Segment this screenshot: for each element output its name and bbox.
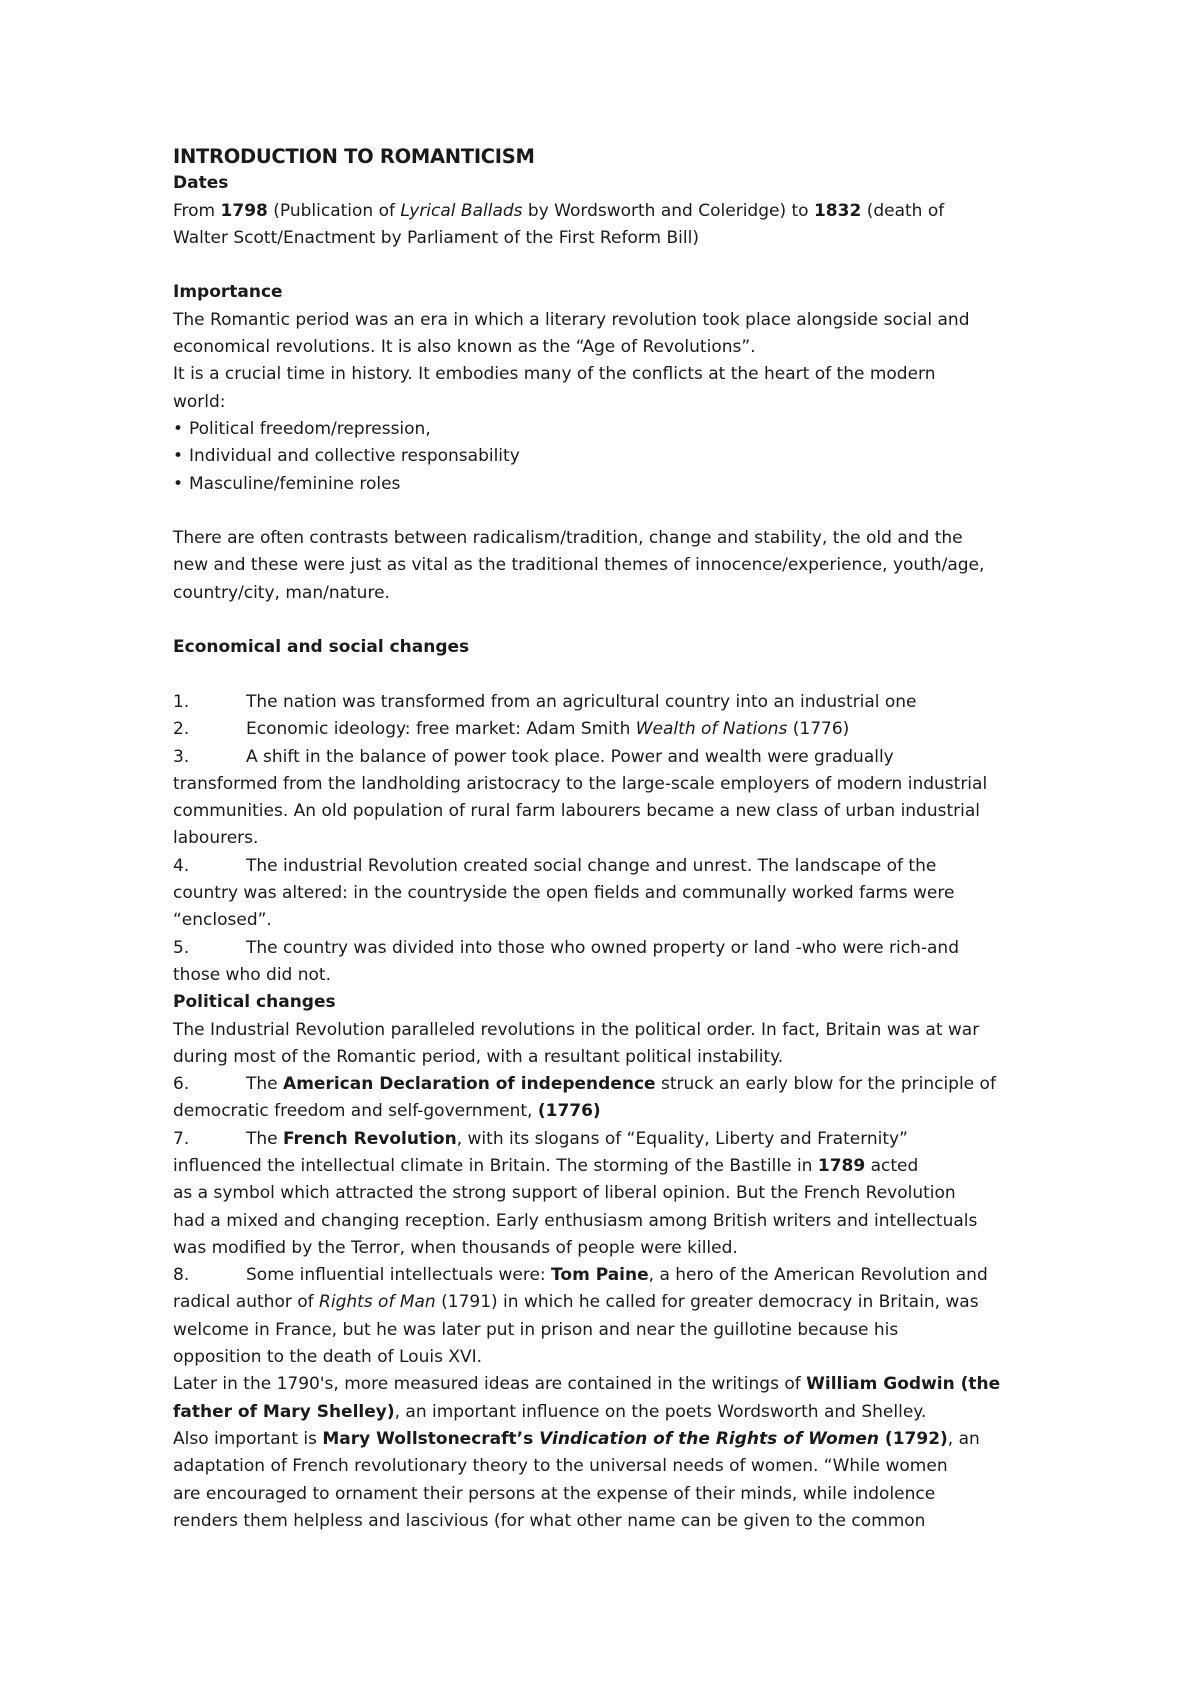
text-span: radical author of <box>173 1292 320 1313</box>
importance-heading: Importance <box>173 282 283 303</box>
text-span: A shift in the balance of power took place. Power and wealth were gradually <box>246 746 894 767</box>
text-span: new and these were just as vital as the traditional themes of innocence/experience, youth/age, <box>173 555 985 576</box>
text-span: economical revolutions. It is also known as the “Age of Revolutions”. <box>173 337 756 358</box>
text-span: The <box>246 1128 284 1149</box>
bullet-icon: • <box>173 473 184 494</box>
text-span: was modified by the Terror, when thousands of people were killed. <box>173 1237 738 1258</box>
text-line <box>173 853 1100 880</box>
text-line <box>173 1317 1100 1344</box>
dates-heading: Dates <box>173 173 229 194</box>
bullet-icon: • <box>173 446 184 467</box>
bullet-item: • Masculine/feminine roles <box>173 471 1100 498</box>
bold-text: American Declaration of independence <box>283 1074 656 1095</box>
text-span: , an <box>947 1428 980 1449</box>
list-number: 5. <box>173 937 190 958</box>
text-span: The Romantic period was an era in which a literary revolution took place alongside social and <box>173 309 970 330</box>
bold-text: French Revolution <box>283 1128 457 1149</box>
text-span: , an important influence on the poets Wordsworth and Shelley. <box>394 1401 927 1422</box>
text-span: democratic freedom and self-government, <box>173 1101 538 1122</box>
political-heading: Political changes <box>173 992 336 1013</box>
text-span: Later in the 1790's, more measured ideas are contained in the writings of <box>173 1374 807 1395</box>
text-line <box>173 1098 1100 1125</box>
text-line <box>173 1153 1100 1180</box>
bold-text: (1776) <box>537 1101 601 1122</box>
list-number: 1. <box>173 691 190 712</box>
text-line <box>173 1344 1100 1371</box>
text-line <box>173 334 1100 361</box>
text-line <box>173 1208 1100 1235</box>
text-span: labourers. <box>173 828 259 849</box>
text-span: , a hero of the American Revolution and <box>648 1265 988 1286</box>
text-line <box>173 225 1100 252</box>
text-span: The <box>246 1074 284 1095</box>
spacer <box>173 252 1100 279</box>
text-span: transformed from the landholding aristocracy to the large-scale employers of modern industrial <box>173 773 988 794</box>
text-span: , with its slogans of “Equality, Liberty and Fraternity” <box>456 1128 908 1149</box>
text-span: struck an early blow for the principle of <box>655 1074 996 1095</box>
text-span: The industrial Revolution created social change and unrest. The landscape of the <box>246 855 937 876</box>
economical-heading: Economical and social changes <box>173 637 470 658</box>
political-paragraph <box>173 1017 1100 1536</box>
text-line <box>173 580 1100 607</box>
text-span: communities. An old population of rural farm labourers became a new class of urban industrial <box>173 801 981 822</box>
text-line <box>173 1262 1100 1289</box>
list-number: 4. <box>173 855 190 876</box>
text-line <box>173 825 1100 852</box>
text-line <box>173 689 1100 716</box>
list-number: 2. <box>173 719 190 740</box>
text-span: From <box>173 200 221 221</box>
text-line <box>173 962 1100 989</box>
text-line <box>173 1126 1100 1153</box>
text-span: “enclosed”. <box>173 910 272 931</box>
text-line <box>173 935 1100 962</box>
text-line <box>173 1426 1100 1453</box>
text-line <box>173 389 1100 416</box>
text-span: (1776) <box>787 719 850 740</box>
text-span: It is a crucial time in history. It embodies many of the conflicts at the heart of the modern <box>173 364 936 385</box>
text-span: welcome in France, but he was later put in prison and near the guillotine because his <box>173 1319 899 1340</box>
italic-text: Lyrical Ballads <box>400 200 523 221</box>
list-number: 3. <box>173 746 190 767</box>
text-line <box>173 1017 1100 1044</box>
text-span: opposition to the death of Louis XVI. <box>173 1347 483 1368</box>
text-line <box>173 1044 1100 1071</box>
list-number: 7. <box>173 1128 190 1149</box>
text-span: Walter Scott/Enactment by Parliament of the First Reform Bill) <box>173 227 699 248</box>
text-span: There are often contrasts between radicalism/tradition, change and stability, the old and the <box>173 528 963 549</box>
text-span: The Industrial Revolution paralleled revolutions in the political order. In fact, Britain was at war <box>173 1019 980 1040</box>
text-span: had a mixed and changing reception. Early enthusiasm among British writers and intellectuals <box>173 1210 978 1231</box>
text-span: (Publication of <box>267 200 401 221</box>
text-span: The nation was transformed from an agricultural country into an industrial one <box>246 691 917 712</box>
text-line <box>173 1453 1100 1480</box>
text-span: influenced the intellectual climate in Britain. The storming of the Bastille in <box>173 1155 818 1176</box>
text-span: country/city, man/nature. <box>173 582 390 603</box>
text-span: those who did not. <box>173 964 331 985</box>
text-line <box>173 552 1100 579</box>
text-line <box>173 716 1100 743</box>
text-line <box>173 1071 1100 1098</box>
text-span: adaptation of French revolutionary theory to the universal needs of women. “While women <box>173 1456 948 1477</box>
importance-bullet-list <box>173 416 1100 498</box>
list-number: 6. <box>173 1074 190 1095</box>
text-line <box>173 307 1100 334</box>
text-line <box>173 1371 1100 1398</box>
text-line <box>173 907 1100 934</box>
economical-list <box>173 689 1100 989</box>
text-span: (death of <box>861 200 945 221</box>
text-line <box>173 880 1100 907</box>
text-span: by Wordsworth and Coleridge) to <box>522 200 814 221</box>
contrast-paragraph <box>173 525 1100 607</box>
bold-italic-text: Vindication of the Rights of Women <box>539 1428 880 1449</box>
text-span: during most of the Romantic period, with a resultant political instability. <box>173 1046 784 1067</box>
text-line <box>173 1180 1100 1207</box>
text-line <box>173 771 1100 798</box>
text-span: country was altered: in the countryside the open fields and communally worked farms were <box>173 883 955 904</box>
bullet-icon: • <box>173 418 184 439</box>
bullet-item: • Political freedom/repression, <box>173 416 1100 443</box>
importance-paragraph <box>173 307 1100 416</box>
bold-text: William Godwin (the <box>806 1374 1001 1395</box>
italic-text: Wealth of Nations <box>635 719 788 740</box>
text-span: world: <box>173 391 226 412</box>
text-span: renders them helpless and lascivious (for what other name can be given to the common <box>173 1510 926 1531</box>
text-line <box>173 1508 1100 1535</box>
text-span: The country was divided into those who owned property or land -who were rich-and <box>246 937 959 958</box>
text-line <box>173 1399 1100 1426</box>
text-line <box>173 198 1100 225</box>
text-span: acted <box>865 1155 919 1176</box>
bold-text: father of Mary Shelley) <box>173 1401 395 1422</box>
bold-text: 1789 <box>817 1155 866 1176</box>
text-line <box>173 525 1100 552</box>
bold-text: (1792) <box>879 1428 948 1449</box>
text-span: as a symbol which attracted the strong support of liberal opinion. But the French Revolution <box>173 1183 956 1204</box>
spacer <box>173 498 1100 525</box>
bold-text: 1798 <box>220 200 268 221</box>
spacer <box>173 607 1100 634</box>
italic-text: Rights of Man <box>319 1292 436 1313</box>
text-line <box>173 744 1100 771</box>
text-line <box>173 1235 1100 1262</box>
bold-text: Tom Paine <box>551 1265 649 1286</box>
text-span: Also important is <box>173 1428 323 1449</box>
text-span: (1791) in which he called for greater democracy in Britain, was <box>435 1292 979 1313</box>
text-span: Economic ideology: free market: Adam Smith <box>246 719 636 740</box>
document-title: INTRODUCTION TO ROMANTICISM <box>173 145 535 168</box>
text-line <box>173 1289 1100 1316</box>
list-number: 8. <box>173 1265 190 1286</box>
bold-text: Mary Wollstonecraft’s <box>322 1428 540 1449</box>
spacer <box>173 662 1100 689</box>
text-span: are encouraged to ornament their persons at the expense of their minds, while indolence <box>173 1483 936 1504</box>
text-line <box>173 1481 1100 1508</box>
bullet-item: • Individual and collective responsability <box>173 443 1100 470</box>
text-line <box>173 798 1100 825</box>
bold-text: 1832 <box>813 200 862 221</box>
dates-paragraph <box>173 198 1100 253</box>
text-span: Some influential intellectuals were: <box>246 1265 552 1286</box>
text-line <box>173 361 1100 388</box>
